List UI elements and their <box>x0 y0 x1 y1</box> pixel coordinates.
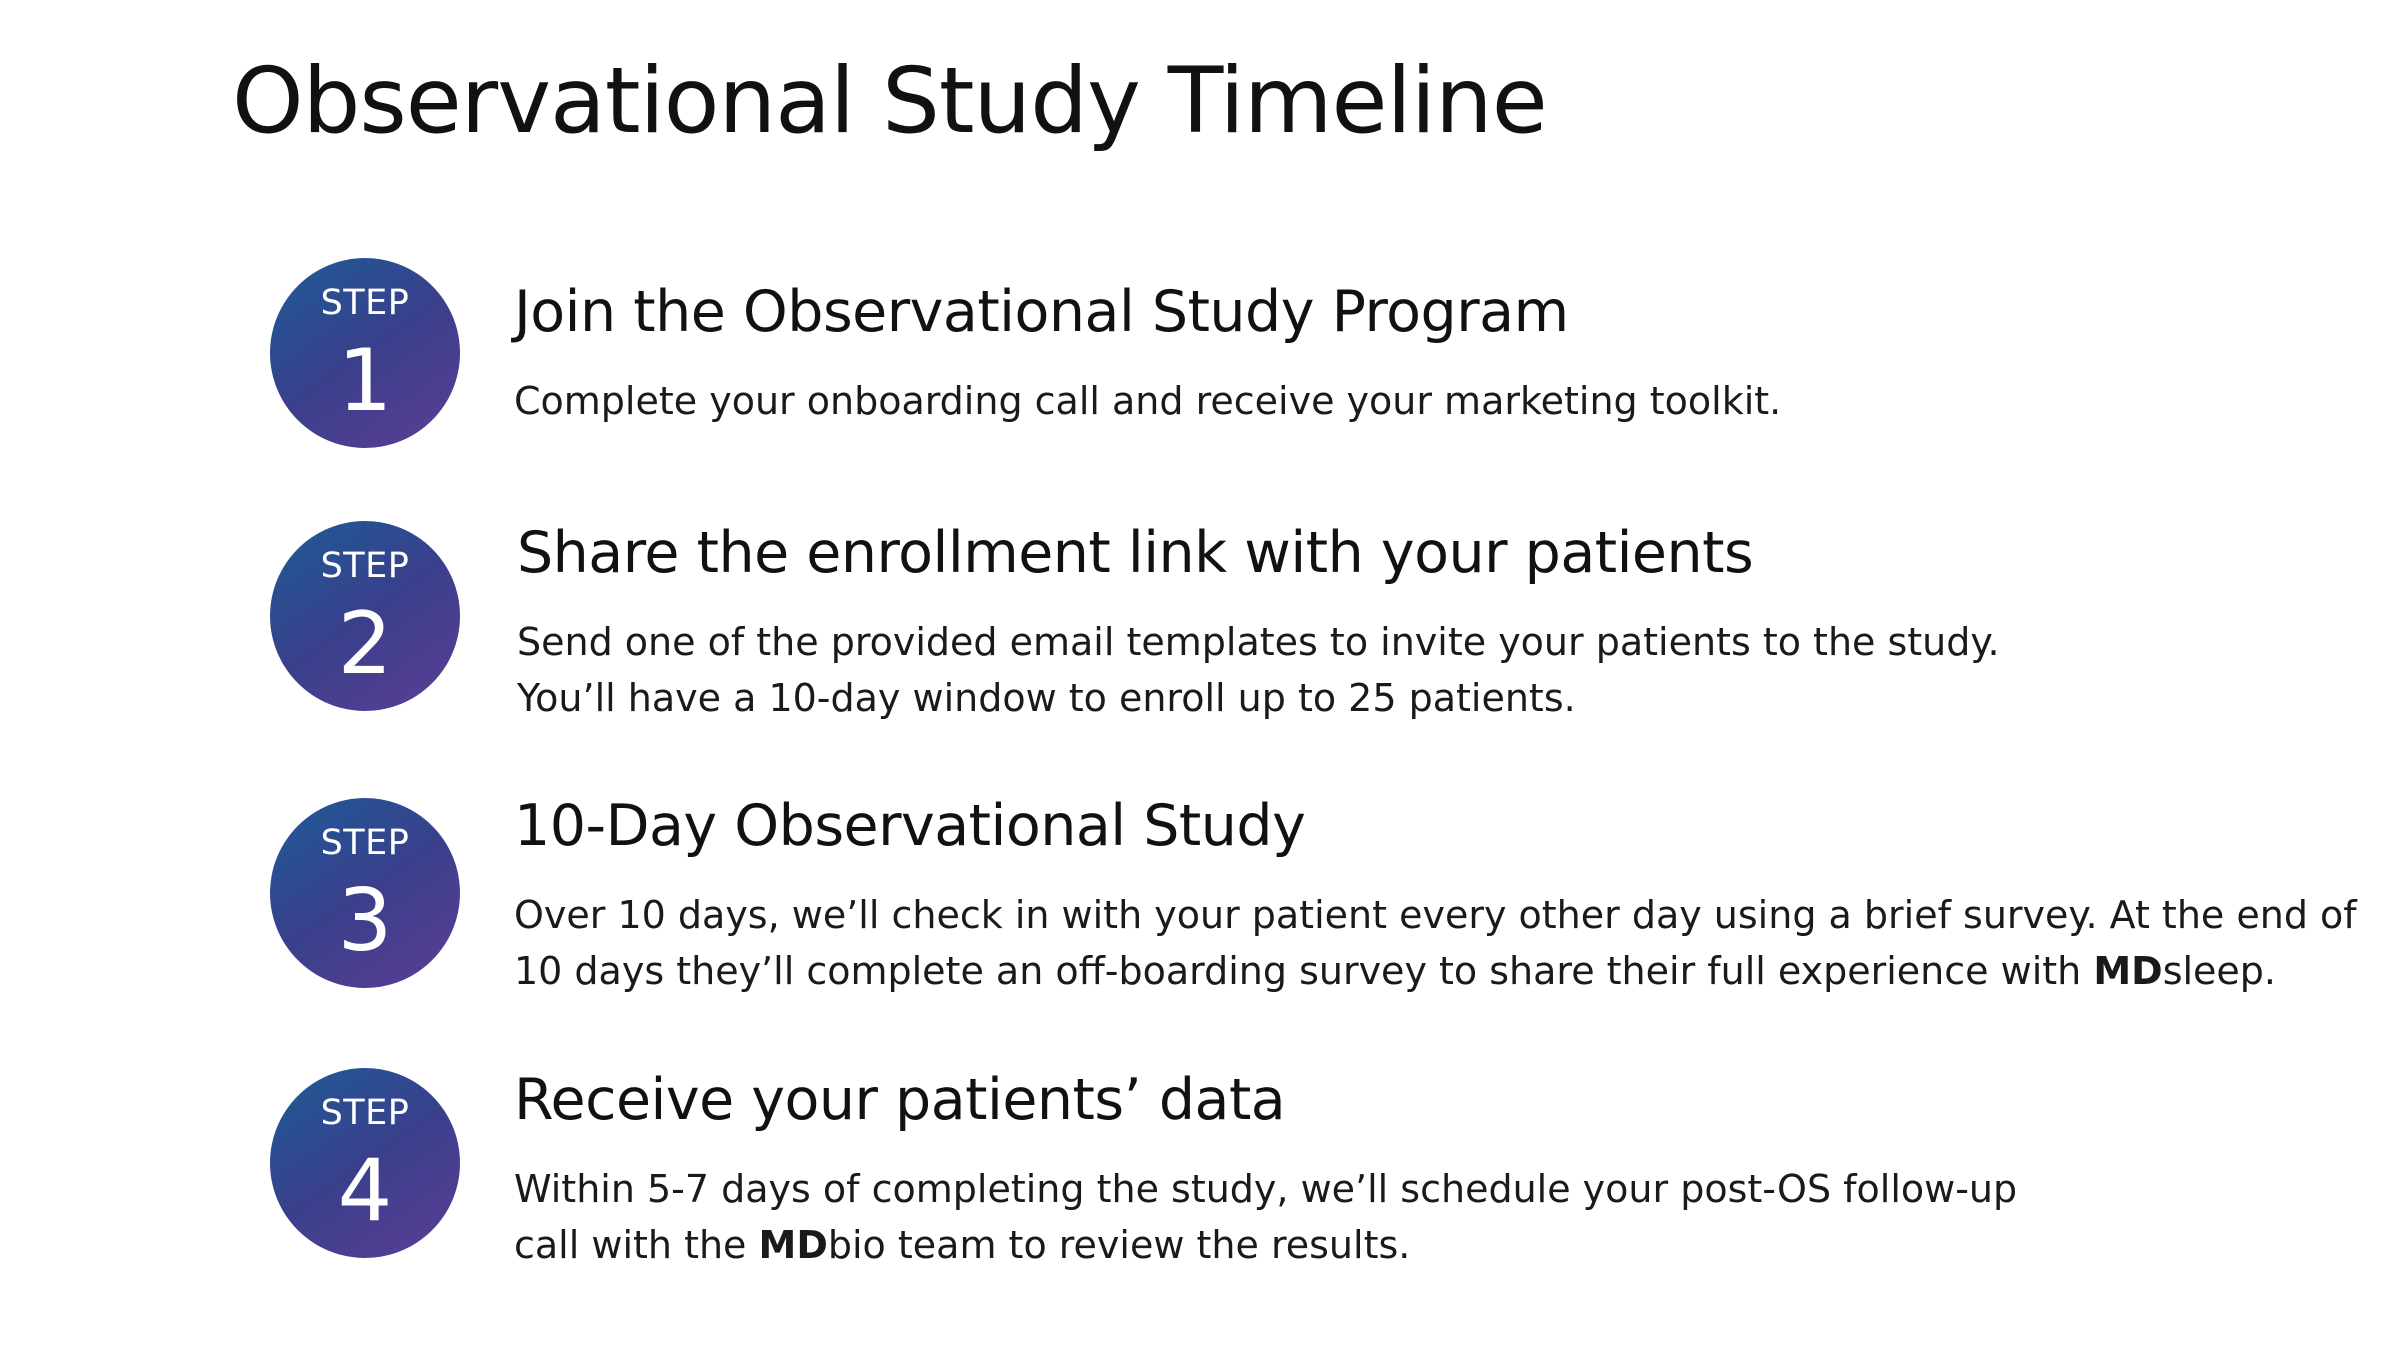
step-badge <box>270 258 460 448</box>
step-title: Receive your patients’ data <box>514 1067 1286 1133</box>
step-title: Join the Observational Study Program <box>514 279 1569 345</box>
description-line: Over 10 days, we’ll check in with your patient every other day using a brief survey. At the end of <box>514 893 2357 937</box>
step-badge <box>270 521 460 711</box>
step-description <box>514 887 2357 999</box>
description-line: You’ll have a 10-day window to enroll up to 25 patients. <box>517 676 1576 720</box>
step-label: STEP <box>320 823 410 863</box>
description-line: Complete your onboarding call and receive your marketing toolkit. <box>514 379 1782 423</box>
step-title: Share the enrollment link with your patients <box>517 520 1754 586</box>
step-badge <box>270 798 460 988</box>
description-line: 10 days they’ll complete an off-boarding survey to share their full experience with MDsleep. <box>514 949 2277 993</box>
step-number: 4 <box>337 1141 393 1241</box>
step-number: 1 <box>337 331 393 431</box>
description-line: call with the MDbio team to review the results. <box>514 1223 1411 1267</box>
step-description <box>514 1161 2017 1273</box>
step-description <box>514 373 1781 429</box>
step-title: 10-Day Observational Study <box>514 793 1306 859</box>
description-line: Within 5-7 days of completing the study, we’ll schedule your post-OS follow-up <box>514 1167 2018 1211</box>
step-badge <box>270 1068 460 1258</box>
step-label: STEP <box>320 283 410 323</box>
step-description <box>517 614 2000 726</box>
step-label: STEP <box>320 1093 410 1133</box>
page-title: Observational Study Timeline <box>232 49 1547 154</box>
step-number: 3 <box>337 871 393 971</box>
step-number: 2 <box>337 594 393 694</box>
brand-prefix: MD <box>2093 949 2163 993</box>
description-line: Send one of the provided email templates to invite your patients to the study. <box>517 620 2000 664</box>
brand-prefix: MD <box>758 1223 828 1267</box>
step-label: STEP <box>320 546 410 586</box>
